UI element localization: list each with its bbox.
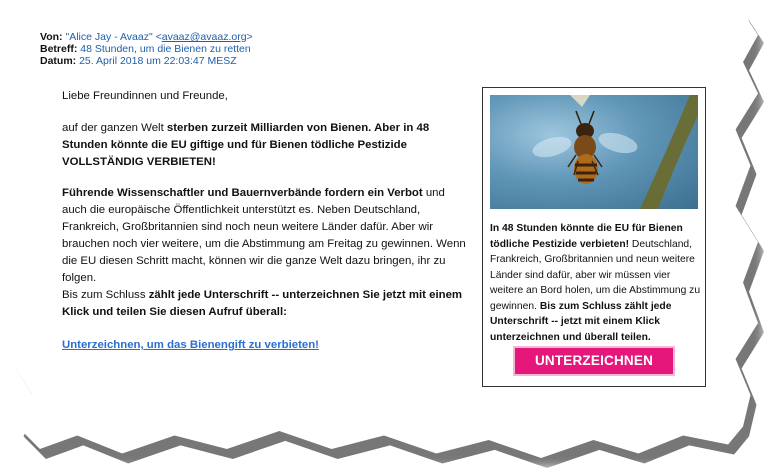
sidebox-text — [490, 221, 702, 345]
sign-petition-link[interactable]: Unterzeichnen, um das Bienengift zu verbieten! — [62, 339, 319, 351]
paragraph-call-to-action — [62, 287, 472, 321]
p4-text: Bis zum Schluss — [62, 289, 149, 301]
paragraph-scientists — [62, 185, 472, 287]
paragraph-bees-dying — [62, 120, 472, 171]
subject-value: 48 Stunden, um die Bienen zu retten — [80, 43, 251, 55]
p3-text: und auch die europäische Öffentlichkeit unterstützt es. Neben Deutschland, Frankreich, Großbritannien sind noch neun weitere Länder dafür. Aber wir brauchen noch vier weitere, um die Abstimmung am Freitag zu gewinnen. Wenn die EU diesen Schritt macht, können wir die ganze Welt dazu bringen, ihr zu folgen. — [62, 187, 466, 284]
bee-photo — [490, 95, 698, 209]
from-name: "Alice Jay - Avaaz" < — [65, 31, 162, 43]
subject-row — [40, 43, 253, 55]
p2-text: auf der ganzen Welt — [62, 122, 167, 134]
greeting: Liebe Freundinnen und Freunde, — [62, 90, 228, 102]
sidebox-text-1: Deutschland, Frankreich, Großbritannien und neun weitere Länder sind dafür, aber wir müssen vier weitere an Bord holen, um die Abstimmung zu gewinnen. — [490, 238, 701, 312]
petition-sidebox — [482, 87, 706, 387]
sidebox-bold-1: In 48 Stunden könnte die EU für Bienen tödliche Pestizide verbieten! — [490, 223, 683, 250]
subject-label: Betreff: — [40, 43, 78, 55]
sign-button[interactable]: UNTERZEICHNEN — [513, 346, 675, 376]
sidebox-bold-2: Bis zum Schluss zählt jede Unterschrift -- jetzt mit einem Klick unterzeichnen und überall teilen. — [490, 300, 672, 343]
from-row — [40, 31, 253, 43]
date-row — [40, 55, 253, 67]
from-close: > — [246, 31, 253, 43]
email-header — [40, 31, 253, 67]
sign-link-paragraph — [62, 337, 319, 354]
p4-bold: zählt jede Unterschrift -- unterzeichnen Sie jetzt mit einem Klick und teilen Sie diesen Aufruf überall: — [62, 289, 463, 318]
p2-bold: sterben zurzeit Milliarden von Bienen. Aber in 48 Stunden könnte die EU giftige und für Bienen tödliche Pestizide VOLLSTÄNDIG VERBIETEN! — [62, 122, 430, 168]
from-email-link[interactable]: avaaz@avaaz.org — [161, 31, 247, 43]
date-label: Datum: — [40, 55, 77, 67]
from-label: Von: — [40, 31, 63, 43]
bee-illustration — [490, 95, 698, 209]
date-value: 25. April 2018 um 22:03:47 MESZ — [79, 55, 237, 67]
p3-bold: Führende Wissenschaftler und Bauernverbände fordern ein Verbot — [62, 187, 423, 199]
